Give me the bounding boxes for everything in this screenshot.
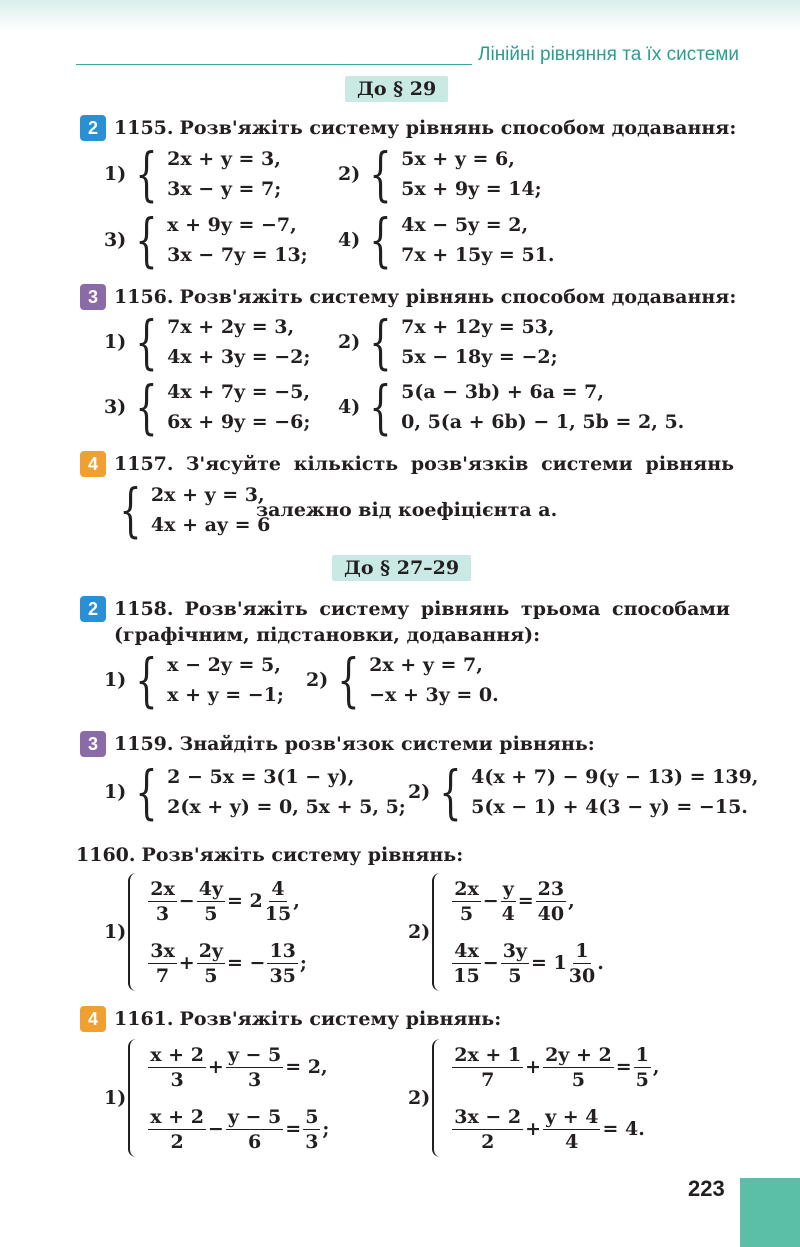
brace: { [369,308,392,376]
equation-system [104,1036,329,1160]
equation-system [104,308,311,376]
fraction [501,939,529,988]
denominator: 6 [247,1130,262,1153]
brace: { [135,758,158,826]
equation: 5(x − 1) + 4(3 − y) = −15. [471,796,748,818]
denominator: 40 [537,902,565,925]
problem-number: 1159. [114,733,174,755]
operator: − [207,1118,224,1140]
operator: − [482,890,499,912]
fraction [226,1105,283,1154]
level-badge: 4 [80,1006,106,1032]
equation-system [408,758,759,826]
problem-tail [256,497,576,523]
denominator: 5 [459,902,474,925]
level-badge: 2 [80,115,106,141]
punctuation: , [568,890,575,912]
numerator: 2x [454,877,479,900]
brace: { [135,373,158,441]
equation-system [104,373,311,441]
numerator: 3x − 2 [454,1105,522,1128]
fraction [197,877,225,926]
equation: 7x + 2y = 3, [167,316,295,338]
fraction [452,939,481,988]
fraction [452,1105,523,1154]
equation: 4x + 3y = −2; [167,346,311,368]
section-label: До § 29 [345,76,448,102]
fraction [569,939,595,988]
equation [450,932,604,994]
right-hand-side: = 4. [602,1118,645,1140]
problem-number: 1158. [114,598,174,620]
problem-tail-text: залежно від коефіцієнта a. [256,499,558,521]
equation: 5x − 18y = −2; [401,346,558,368]
denominator: 5 [204,964,218,987]
equation: 4x + 7y = −5, [167,381,310,403]
denominator: 5 [508,964,522,987]
numerator: 4 [271,877,285,900]
denominator: 7 [481,1068,495,1091]
numerator: 2y [198,939,223,962]
fraction [148,1043,206,1092]
fraction [452,877,481,926]
numerator: 1 [575,939,589,962]
problem-statement [114,1006,764,1032]
denominator: 15 [264,902,292,925]
numerator: 3x [150,939,175,962]
operator: = [615,1056,632,1078]
punctuation: ; [299,952,307,974]
brace: { [337,646,360,714]
denominator: 2 [170,1130,184,1153]
brace [432,873,444,991]
brace: { [135,646,158,714]
denominator: 3 [247,1068,262,1091]
brace: { [135,140,158,208]
denominator: 5 [635,1068,649,1091]
level-badge: 4 [80,451,106,477]
equation: 0, 5(a + 6b) − 1, 5b = 2, 5. [401,411,685,433]
equation: 5x + 9y = 14; [401,178,542,200]
problem-statement [114,731,764,757]
denominator: 35 [269,964,296,987]
fraction [452,1043,523,1092]
problem-statement [114,284,764,310]
equation: x + y = −1; [167,684,284,706]
equation [146,1098,329,1160]
numerator: x + 2 [150,1043,204,1066]
item-label: 1) [104,1087,127,1109]
fraction [226,1043,283,1092]
item-label: 1) [104,669,127,691]
item-label: 1) [104,921,127,943]
problem-number: 1156. [114,286,174,308]
equation: 6x + 9y = −6; [167,411,311,433]
problem-statement [76,842,726,868]
denominator: 5 [204,902,218,925]
equation-system [306,646,499,714]
denominator: 2 [481,1130,495,1153]
operator: = [285,1118,302,1140]
item-label: 4) [338,229,361,251]
problem-text: Розв'яжіть систему рівнянь способом додавання: [179,117,737,139]
numerator: 4y [198,877,223,900]
problem-text: Розв'яжіть систему рівнянь: [141,844,464,866]
brace: { [135,206,158,274]
numerator: 5 [305,1105,319,1128]
equation: 4x − 5y = 2, [401,214,529,236]
punctuation: . [597,952,604,974]
item-label: 2) [306,669,329,691]
numerator: y + 4 [545,1105,599,1128]
denominator: 4 [565,1130,579,1153]
equation [450,1036,659,1098]
equation-system [104,140,282,208]
numerator: y − 5 [227,1105,282,1128]
operator: + [207,1056,224,1078]
denominator: 7 [155,964,170,987]
equation-system [338,308,558,376]
brace: { [439,758,462,826]
fraction [303,1105,320,1154]
item-label: 1) [104,781,127,803]
equation [146,932,307,994]
problem-number: 1161. [114,1008,174,1030]
numerator: 3y [502,939,527,962]
problem-text: Розв'яжіть систему рівнянь: [179,1008,502,1030]
equation: x + 9y = −7, [167,214,297,236]
fraction [634,1043,651,1092]
equation-system [104,206,308,274]
problem-text: Розв'яжіть систему рівнянь трьома способами (графічним, підстановки, додавання): [114,598,730,646]
equation-system [104,870,307,994]
brace [128,873,140,991]
item-label: 3) [104,396,127,418]
problem-number: 1155. [114,117,174,139]
brace: { [369,206,392,274]
equation: 2x + y = 3, [167,148,281,170]
operator: + [525,1118,542,1140]
problem-text: З'ясуйте кількість розв'язків системи рівнянь [185,453,734,475]
item-label: 2) [338,163,361,185]
equation: 2 − 5x = 3(1 − y), [167,766,355,788]
denominator: 3 [155,902,170,925]
equation: 4(x + 7) − 9(y − 13) = 139, [471,766,759,788]
level-badge: 3 [80,731,106,757]
fraction [148,1105,206,1154]
equation-system [112,476,271,544]
fraction [501,877,516,926]
equation: 2x + y = 3, [150,484,265,506]
fraction [267,939,297,988]
equation-system [408,870,604,994]
denominator: 30 [568,964,596,987]
brace: { [135,308,158,376]
punctuation: , [293,890,300,912]
operator: = 2 [226,890,263,912]
header-rule [76,64,472,65]
page-number: 223 [688,1176,725,1201]
operator: + [525,1056,542,1078]
problem-number: 1157. [114,453,174,475]
equation [450,1098,659,1160]
numerator: 23 [537,877,565,900]
equation: 7x + 12y = 53, [401,316,555,338]
numerator: y [502,877,514,900]
punctuation: ; [322,1118,330,1140]
fraction [536,877,566,926]
equation-system [338,140,542,208]
numerator: 1 [635,1043,649,1066]
right-hand-side: = 2, [285,1056,328,1078]
operator: = − [226,952,266,974]
brace: { [369,140,392,208]
operator: = [517,890,534,912]
operator: = 1 [530,952,567,974]
numerator: 4x [454,939,479,962]
item-label: 3) [104,229,127,251]
equation: 2x + y = 7, [369,654,483,676]
fraction [543,1105,600,1154]
problem-text: Розв'яжіть систему рівнянь способом додавання: [179,286,737,308]
punctuation: , [652,1056,660,1078]
section-label: До § 27–29 [332,555,471,581]
top-gradient-bar [0,0,800,30]
item-label: 1) [104,331,127,353]
problem-statement [114,115,764,141]
equation: 5(a − 3b) + 6a = 7, [401,381,604,403]
fraction [543,1043,614,1092]
numerator: x + 2 [150,1105,204,1128]
fraction [148,939,177,988]
fraction [265,877,291,926]
equation: 5x + y = 6, [401,148,515,170]
problem-number: 1160. [76,844,136,866]
equation: 7x + 15y = 51. [401,244,555,266]
denominator: 15 [453,964,480,987]
operator: − [178,890,195,912]
equation: 2(x + y) = 0, 5x + 5, 5; [167,796,406,818]
item-label: 4) [338,396,361,418]
level-badge: 3 [80,284,106,310]
item-label: 1) [104,163,127,185]
equation-system [104,646,284,714]
item-label: 2) [408,781,431,803]
operator: + [178,952,195,974]
fraction [148,877,177,926]
denominator: 4 [501,902,515,925]
equation: 3x − y = 7; [167,178,282,200]
problem-text: Знайдіть розв'язок системи рівнянь: [179,733,595,755]
page-edge-tab [740,1178,800,1247]
problem-statement [114,451,734,477]
brace: { [119,476,142,544]
numerator: 2x + 1 [454,1043,522,1066]
equation-system [104,758,406,826]
equation: x − 2y = 5, [167,654,281,676]
equation: 3x − 7y = 13; [167,244,308,266]
numerator: 13 [269,939,296,962]
numerator: 2y + 2 [545,1043,612,1066]
equation [146,1036,329,1098]
numerator: 2x [150,877,175,900]
equation [146,870,307,932]
operator: − [482,952,499,974]
equation-system [338,373,685,441]
brace [432,1039,444,1157]
brace [128,1039,140,1157]
chapter-title: Лінійні рівняння та їх системи [478,44,739,65]
item-label: 2) [408,921,431,943]
item-label: 2) [338,331,361,353]
equation-system [408,1036,659,1160]
numerator: y − 5 [227,1043,282,1066]
item-label: 2) [408,1087,431,1109]
denominator: 5 [571,1068,585,1091]
equation [450,870,604,932]
level-badge: 2 [80,596,106,622]
problem-statement [114,596,730,648]
equation-system [338,206,555,274]
fraction [197,939,225,988]
equation: −x + 3y = 0. [369,684,499,706]
brace: { [369,373,392,441]
denominator: 3 [305,1130,319,1153]
equation: 4x + ay = 6 [150,514,271,536]
denominator: 3 [170,1068,184,1091]
